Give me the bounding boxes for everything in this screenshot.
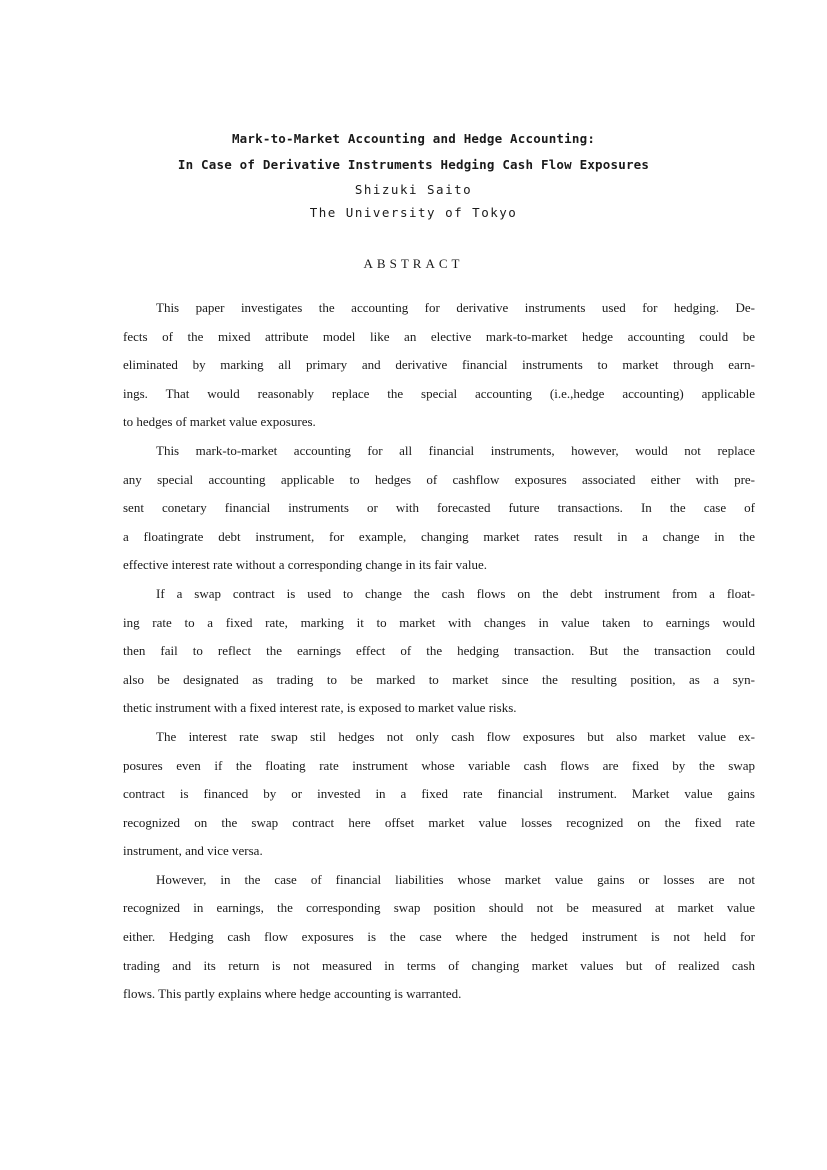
abstract-line: posures even if the floating rate instrument whose variable cash flows are fixed by the swap bbox=[123, 757, 755, 773]
abstract-line: instrument, and vice versa. bbox=[123, 843, 263, 859]
abstract-line: a floatingrate debt instrument, for example, changing market rates result in a change in the bbox=[123, 528, 755, 544]
abstract-line: eliminated by marking all primary and derivative financial instruments to market through earn- bbox=[123, 357, 755, 373]
abstract-line: recognized in earnings, the corresponding swap position should not be measured at market value bbox=[123, 900, 755, 916]
abstract-line: recognized on the swap contract here offset market value losses recognized on the fixed rate bbox=[123, 814, 755, 830]
abstract-line: This paper investigates the accounting for derivative instruments used for hedging. De- bbox=[156, 300, 755, 315]
abstract-line: fects of the mixed attribute model like an elective mark-to-market hedge accounting could be bbox=[123, 328, 755, 344]
author-name: Shizuki Saito bbox=[354, 182, 473, 197]
paper-title-line-2: In Case of Derivative Instruments Hedging Cash Flow Exposures bbox=[177, 157, 650, 172]
paper-title-line-1: Mark-to-Market Accounting and Hedge Accounting: bbox=[231, 131, 596, 146]
abstract-line: then fail to reflect the earnings effect of the hedging transaction. But the transaction could bbox=[123, 643, 755, 659]
abstract-line: ing rate to a fixed rate, marking it to market with changes in value taken to earnings would bbox=[123, 614, 755, 630]
abstract-line: If a swap contract is used to change the cash flows on the debt instrument from a float- bbox=[156, 585, 755, 601]
abstract-line: either. Hedging cash flow exposures is the case where the hedged instrument is not held for bbox=[123, 929, 755, 945]
abstract-line: trading and its return is not measured in terms of changing market values but of realized cash bbox=[123, 957, 755, 973]
abstract-line: flows. This partly explains where hedge accounting is warranted. bbox=[123, 986, 462, 1002]
abstract-heading: ABSTRACT bbox=[363, 256, 464, 271]
title-block bbox=[0, 126, 827, 224]
abstract-line: any special accounting applicable to hedges of cashflow exposures associated either with pre- bbox=[123, 471, 755, 487]
abstract-line: to hedges of market value exposures. bbox=[123, 414, 316, 430]
abstract-line: effective interest rate without a corresponding change in its fair value. bbox=[123, 557, 487, 573]
abstract-line: However, in the case of financial liabilities whose market value gains or losses are not bbox=[156, 871, 755, 887]
abstract-line: ings. That would reasonably replace the special accounting (i.e.,hedge accounting) applicable bbox=[123, 385, 755, 401]
abstract-line: thetic instrument with a fixed interest rate, is exposed to market value risks. bbox=[123, 700, 517, 716]
abstract-line: contract is financed by or invested in a fixed rate financial instrument. Market value gains bbox=[123, 786, 755, 802]
author-affiliation: The University of Tokyo bbox=[309, 205, 518, 220]
abstract-line: The interest rate swap stil hedges not only cash flow exposures but also market value ex- bbox=[156, 728, 755, 744]
abstract-line: sent conetary financial instruments or with forecasted future transactions. In the case of bbox=[123, 500, 755, 516]
abstract-body bbox=[123, 294, 755, 1009]
abstract-line: This mark-to-market accounting for all financial instruments, however, would not replace bbox=[156, 442, 755, 458]
abstract-line: also be designated as trading to be marked to market since the resulting position, as a syn- bbox=[123, 671, 755, 687]
